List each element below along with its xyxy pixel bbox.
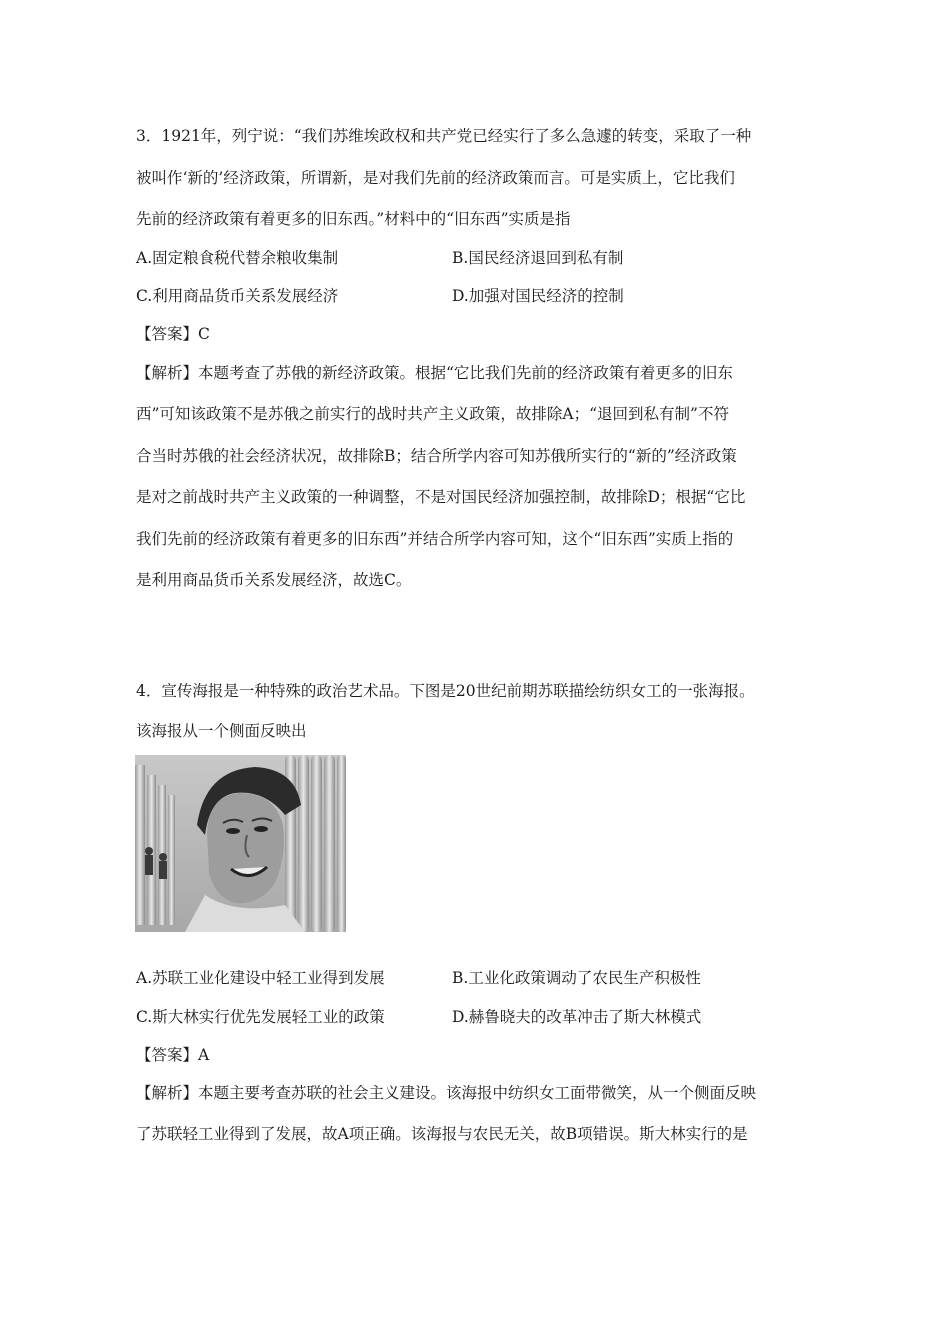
q3-analysis-line-5: 我们先前的经济政策有着更多的旧东西”并结合所学内容可知，这个“旧东西”实质上指的 (136, 530, 734, 548)
q3-stem-line-2: 被叫作‘新的’经济政策，所谓新，是对我们先前的经济政策而言。可是实质上，它比我们 (136, 169, 735, 187)
poster-image (135, 755, 346, 932)
q3-option-b: B.国民经济退回到私有制 (452, 249, 624, 267)
q3-analysis-line-3: 合当时苏俄的社会经济状况，故排除B；结合所学内容可知苏俄所实行的“新的”经济政策 (136, 447, 737, 465)
q4-option-c: C.斯大林实行优先发展轻工业的政策 (136, 1008, 385, 1026)
q3-option-d: D.加强对国民经济的控制 (452, 287, 624, 305)
q4-option-d: D.赫鲁晓夫的改革冲击了斯大林模式 (452, 1008, 702, 1026)
q3-analysis-line-6: 是利用商品货币关系发展经济，故选C。 (136, 571, 412, 589)
q4-analysis-line-1: 【解析】本题主要考查苏联的社会主义建设。该海报中纺织女工面带微笑，从一个侧面反映 (136, 1084, 757, 1102)
q3-analysis-line-2: 西”可知该政策不是苏俄之前实行的战时共产主义政策，故排除A；“退回到私有制”不符 (136, 405, 729, 423)
q3-analysis-line-4: 是对之前战时共产主义政策的一种调整，不是对国民经济加强控制，故排除D；根据“它比 (136, 488, 746, 506)
q4-analysis-line-2: 了苏联轻工业得到了发展，故A项正确。该海报与农民无关，故B项错误。斯大林实行的是 (136, 1125, 748, 1143)
q3-stem-line-3: 先前的经济政策有着更多的旧东西。”材料中的“旧东西”实质是指 (136, 210, 571, 228)
q3-answer: 【答案】C (136, 325, 210, 343)
q4-stem-line-2: 该海报从一个侧面反映出 (136, 722, 307, 740)
q3-option-c: C.利用商品货币关系发展经济 (136, 287, 339, 305)
q4-option-a: A.苏联工业化建设中轻工业得到发展 (136, 969, 385, 987)
q4-answer: 【答案】A (136, 1046, 210, 1064)
q3-analysis-line-1: 【解析】本题考查了苏俄的新经济政策。根据“它比我们先前的经济政策有着更多的旧东 (136, 364, 733, 382)
q3-stem-line-1: 3．1921年，列宁说：“我们苏维埃政权和共产党已经实行了多么急遽的转变，采取了一种 (136, 127, 752, 145)
q3-option-a: A.固定粮食税代替余粮收集制 (136, 249, 339, 267)
q4-stem-line-1: 4．宣传海报是一种特殊的政治艺术品。下图是20世纪前期苏联描绘纺织女工的一张海报。 (136, 682, 755, 700)
q4-option-b: B.工业化政策调动了农民生产积极性 (452, 969, 701, 987)
